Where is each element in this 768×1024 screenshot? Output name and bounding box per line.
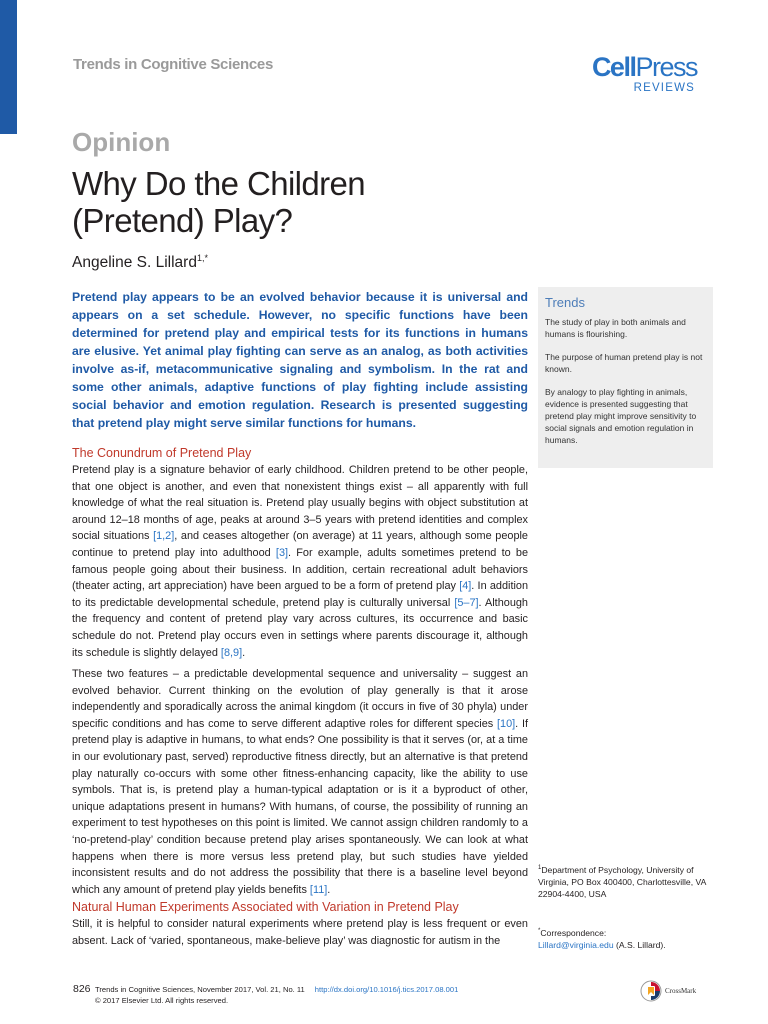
publisher-logo-cell: Cell	[591, 52, 636, 82]
publisher-logo-press: Press	[635, 52, 697, 82]
citation-link[interactable]: [3]	[275, 546, 289, 559]
trends-item: By analogy to play fighting in animals, evidence is presented suggesting that pretend play might improve sensitivity to social signals and emotion regulation in humans.	[545, 387, 697, 445]
trends-title: Trends	[545, 295, 585, 310]
article-title-line-1: Why Do the Children	[72, 165, 366, 202]
abstract: Pretend play appears to be an evolved behavior because it is universal and appears on a set schedule. However, no specific functions have been determined for pretend play and empirical tests for its functions in humans are elusive. Yet animal play fighting can serve as an analog, as both activities involve as-if, metacommunicative signaling and symbolism. In the rat and some other animals, adaptive functions of play fighting include assisting social behavior and emotion regulation. Research is presented suggesting that pretend play might serve similar functions for humans.	[72, 290, 528, 430]
section-heading-natural-experiments: Natural Human Experiments Associated with Variation in Pretend Play	[72, 900, 459, 914]
citation-link[interactable]: [10]	[496, 717, 516, 730]
article-title	[72, 165, 365, 239]
article-type: Opinion	[72, 127, 171, 157]
trends-item: The study of play in both animals and humans is flourishing.	[545, 317, 686, 339]
body-paragraph: These two features – a predictable developmental sequence and universality – suggest an evolved behavior. Current thinking on the evolution of play generally is that it arose independently and sporadically across the animal kingdom (it occurs in five of 30 phyla) under specific conditions and has come to serve different adaptive roles for different species [10]. If pretend play is adaptive in humans, to what ends? One possibility is that it serves (or, at a time in our evolutionary past, served) reproductive fitness directly, but an alternative is that pretend play naturally co-occurs with some other fitness-enhancing capacity, like the ability to use symbols. That is, is pretend play a human-typical adaptation or is it a byproduct of other, unique adaptations present in humans? With humans, of course, the possibility of running an experiment to test hypotheses on this point is limited. We cannot assign children randomly to a ‘no-pretend-play’ condition because pretend play arises spontaneously. We can look at what happens when there is more versus less pretend play, but such studies have yielded inconsistent results and do not address the possibility that there is a baseline level beyond which any amount of pretend play yields benefits [11].	[72, 668, 528, 896]
article-title-line-2: (Pretend) Play?	[72, 202, 293, 239]
journal-accent-bar	[0, 0, 17, 134]
trends-box	[538, 287, 713, 468]
crossmark-label: CrossMark	[665, 987, 697, 995]
citation-link[interactable]: [1,2]	[153, 530, 175, 543]
author-affiliation-marks: 1,*	[196, 253, 208, 263]
journal-name: Trends in Cognitive Sciences	[73, 56, 273, 73]
crossmark-icon	[640, 980, 662, 1002]
author-name: Angeline S. Lillard	[72, 254, 197, 272]
crossmark-button[interactable]	[640, 980, 696, 1002]
section-heading-conundrum: The Conundrum of Pretend Play	[72, 446, 252, 460]
publisher-logo-reviews: REVIEWS	[633, 82, 695, 94]
doi-link[interactable]: http://dx.doi.org/10.1016/j.tics.2017.08.001	[314, 985, 459, 994]
footer-citation: Trends in Cognitive Sciences, November 2017, Vol. 21, No. 11 http://dx.doi.org/10.1016/j.tics.2017.08.001 © 2017 Elsevier Ltd. All rights reserved.	[95, 985, 459, 1005]
body-paragraph: Pretend play is a signature behavior of early childhood. Children pretend to be other people, that one object is another, and even that nonexistent things exist – all apparently with full knowledge of what the real situation is. Pretend play usually begins with object substitution at around 12–18 months of age, peaks at around 3–5 years with pretend identities and complex social situations [1,2], and ceases altogether (on average) at 11 years, although some people continue to pretend play into adulthood [3]. For example, adults sometimes pretend to be famous people going about their business. In addition, certain recreational adult behaviors (theater acting, art appreciation) have been argued to be a form of pretend play [4]. In addition to its predictable developmental schedule, pretend play is culturally universal [5–7]. Although the frequency and content of pretend play vary across cultures, its occurrence and basic schedule do not. Pretend play occurs even in settings where parents discourage it, although its schedule is slightly delayed [8,9].	[72, 464, 528, 659]
trends-item: The purpose of human pretend play is not known.	[545, 352, 703, 374]
affiliation-footnote: $^1$Department of Psychology, University of Virginia, PO Box 400400, Charlottesville, VA 22904-4400, USA	[538, 864, 706, 899]
correspondence-footnote: *Correspondence: Lillard@virginia.edu (A.S. Lillard).	[538, 927, 666, 950]
email-link[interactable]: Lillard@virginia.edu	[538, 939, 614, 950]
citation-link[interactable]: [5–7]	[454, 596, 479, 609]
page-number: 826	[73, 983, 91, 995]
citation-link[interactable]: [11]	[309, 883, 328, 896]
copyright: © 2017 Elsevier Ltd. All rights reserved.	[95, 996, 229, 1005]
body-paragraph: Still, it is helpful to consider natural experiments where pretend play is less frequent or even absent. Lack of ‘varied, spontaneous, make-believe play’ was diagnostic for autism in the	[72, 918, 528, 947]
author-line	[72, 253, 208, 272]
publisher-logo	[577, 52, 697, 94]
citation-link[interactable]: [4]	[459, 580, 472, 593]
citation-link[interactable]: [8,9]	[220, 646, 243, 659]
